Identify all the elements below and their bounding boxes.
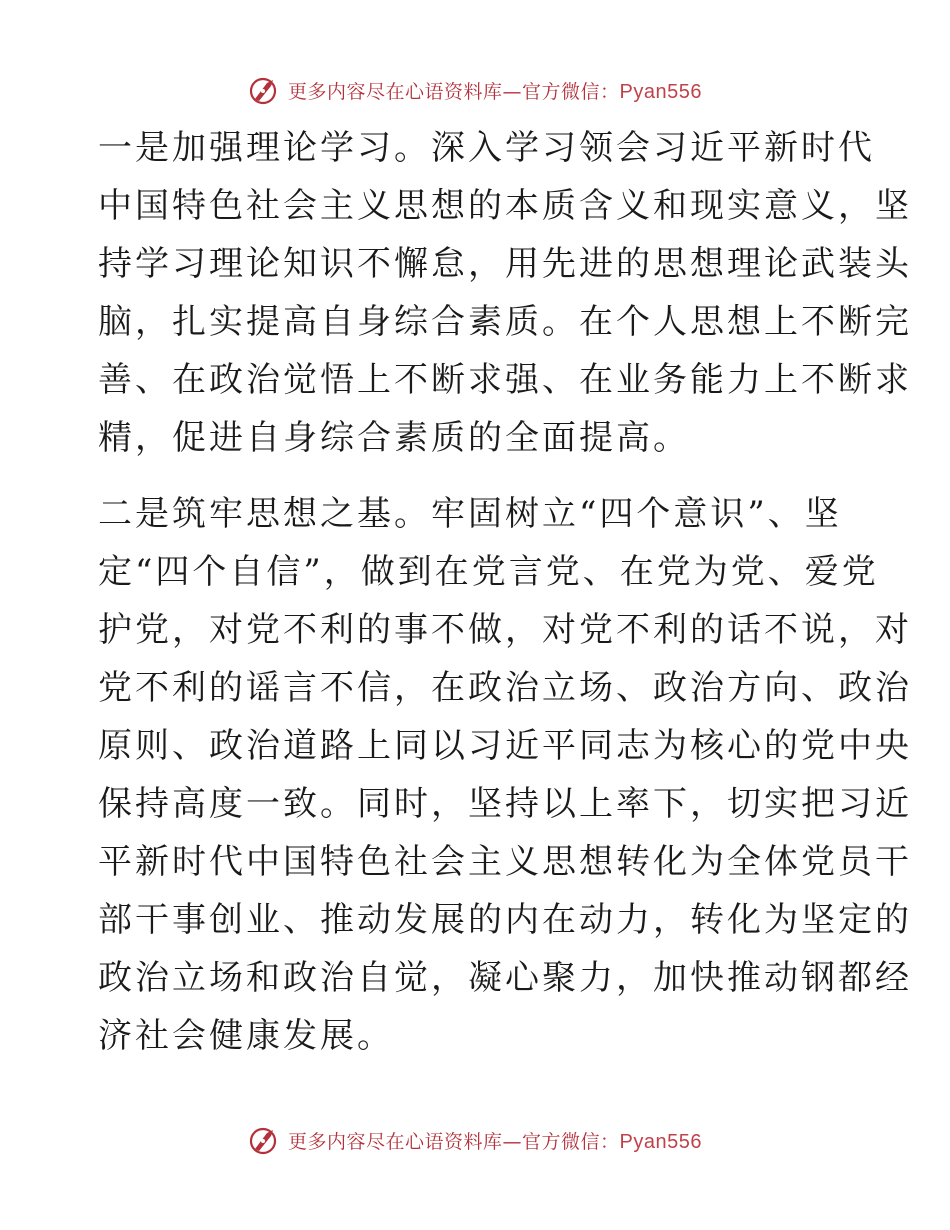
text-line: 一是加强理论学习。深入学习领会习近平新时代 xyxy=(98,128,875,168)
footer-watermark xyxy=(0,1120,950,1160)
text-line: 政治立场和政治自觉，凝心聚力，加快推动钢都经 xyxy=(98,958,912,998)
paragraph-2 xyxy=(98,485,912,1065)
text-line: 脑，扎实提高自身综合素质。在个人思想上不断完 xyxy=(98,302,912,342)
watermark-text: 更多内容尽在心语资料库—官方微信：Pyan556 xyxy=(288,1130,702,1153)
text-line: 党不利的谣言不信，在政治立场、政治方向、政治 xyxy=(98,668,912,708)
text-line: 定“四个自信”，做到在党言党、在党为党、爱党 xyxy=(98,552,879,592)
watermark-text: 更多内容尽在心语资料库—官方微信：Pyan556 xyxy=(288,80,702,103)
text-line: 中国特色社会主义思想的本质含义和现实意义，坚 xyxy=(98,186,912,226)
wechat-id: Pyan556 xyxy=(619,80,702,103)
text-line: 护党，对党不利的事不做，对党不利的话不说，对 xyxy=(98,610,912,650)
text-line: 原则、政治道路上同以习近平同志为核心的党中央 xyxy=(98,726,912,766)
text-line: 善、在政治觉悟上不断求强、在业务能力上不断求 xyxy=(98,360,912,400)
paragraph-1 xyxy=(98,119,912,467)
header-watermark xyxy=(0,70,950,110)
wechat-id: Pyan556 xyxy=(619,1130,702,1153)
pen-nib-logo-icon xyxy=(248,74,280,106)
text-line: 济社会健康发展。 xyxy=(98,1016,394,1056)
pen-nib-logo-icon xyxy=(248,1124,280,1156)
text-line: 部干事创业、推动发展的内在动力，转化为坚定的 xyxy=(98,900,912,940)
text-line: 持学习理论知识不懈怠，用先进的思想理论武装头 xyxy=(98,244,912,284)
text-line: 二是筑牢思想之基。牢固树立“四个意识”、坚 xyxy=(98,494,842,534)
text-line: 精，促进自身综合素质的全面提高。 xyxy=(98,418,690,458)
text-line: 平新时代中国特色社会主义思想转化为全体党员干 xyxy=(98,842,912,882)
text-line: 保持高度一致。同时，坚持以上率下，切实把习近 xyxy=(98,784,912,824)
